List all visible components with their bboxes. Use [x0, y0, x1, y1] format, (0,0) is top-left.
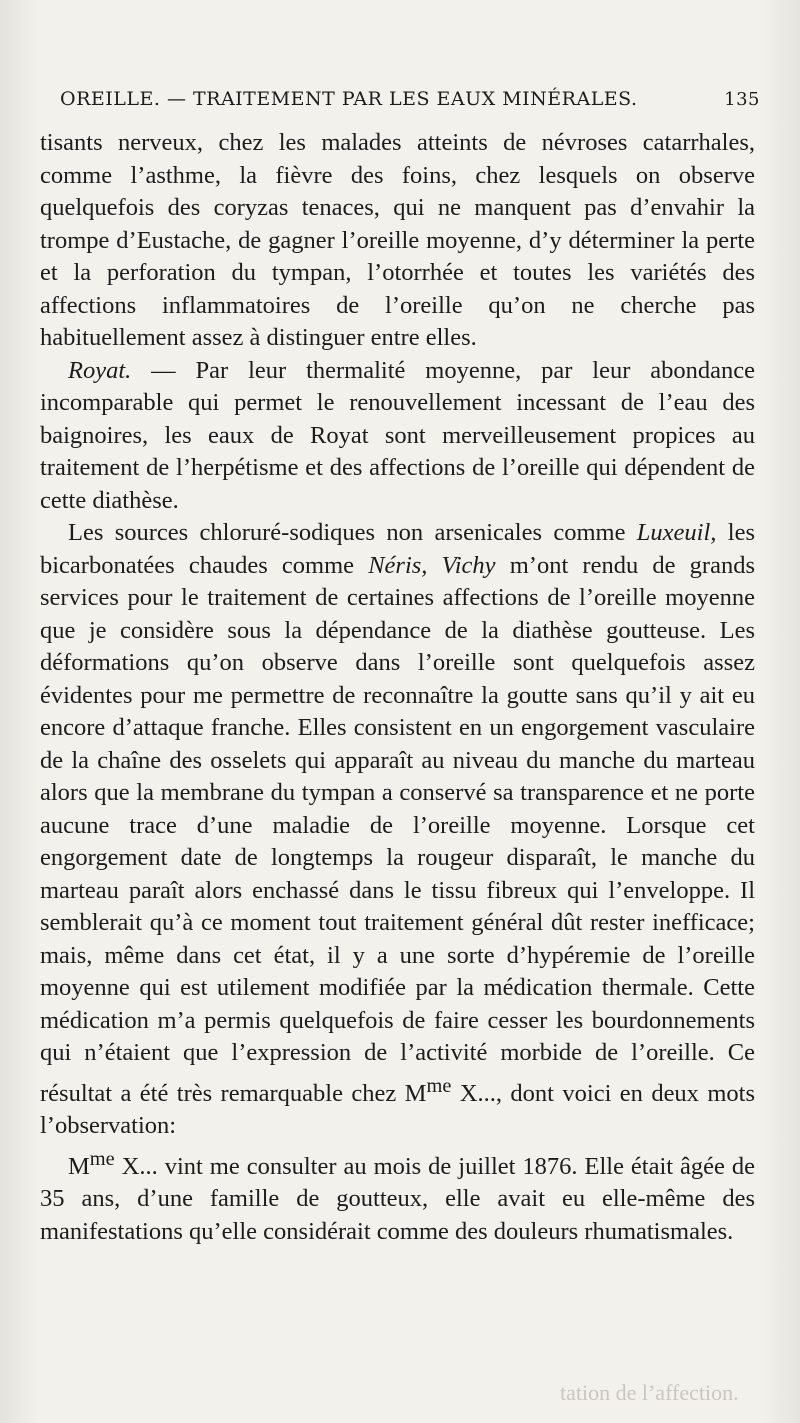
paragraph-sources-text-a: Les sources chloruré-sodiques non arsenicales comme — [68, 519, 637, 546]
paragraph-observation — [40, 1143, 755, 1249]
paragraph-1-text: tisants nerveux, chez les malades atteints de névroses catarrhales, comme l’asthme, la fièvre des foins, chez lesquels on observe quelquefois des coryzas tenaces, qui ne manquent pas d’envahir la trompe d’Eustache, de gagner l’oreille moyenne, d’y déterminer la perte et la perforation du tympan, l’otorrhée et toutes les variétés des affections inflammatoires de l’oreille qu’on ne cherche pas habituellement assez à distinguer entre elles. — [40, 129, 755, 351]
royat-heading: Royat. — [68, 356, 132, 384]
paragraph-sources-text-c: m’ont rendu de grands services pour le traitement de certaines affections de l’oreille moyenne que je considère sous la dépendance de la diathèse goutteuse. Les déformations qu’on observe dans l’oreille sont quelquefois assez évidentes pour me permettre de reconnaître la goutte sans qu’il y ait eu encore d’attaque franche. Elles consistent en un engorgement vasculaire de la chaîne des osselets qui apparaît au niveau du manche du marteau alors que la membrane du tympan a conservé sa transparence et ne porte aucune trace d’une maladie de l’oreille moyenne. Lorsque cet engorgement date de longtemps la rougeur disparaît, le manche du marteau paraît alors enchassé dans le tissu fibreux qui l’enveloppe. Il semblerait qu’à ce moment tout traitement général dût rester inefficace; mais, même dans cet état, il y a une sorte d’hypéremie de l’oreille moyenne qui est utilement modifiée par la médication thermale. Cette médication m’a permis quelquefois de faire cesser les bourdonnements qui n’étaient que l’expression de l’activité morbide de l’oreille. Ce résultat a été très remarquable chez M — [40, 551, 755, 1107]
running-title: OREILLE. — TRAITEMENT PAR LES EAUX MINÉRALES. — [60, 88, 638, 110]
neris-vichy-names: Néris, Vichy — [368, 551, 496, 579]
observation-madame-superscript: me — [89, 1147, 115, 1170]
paragraph-sources — [40, 517, 755, 1143]
observation-text: X... vint me consulter au mois de juillet 1876. Elle était âgée de 35 ans, d’une famille de goutteux, elle avait eu elle-même des manifestations qu’elle considérait comme des douleurs rhumatismales. — [40, 1152, 755, 1245]
observation-m: M — [68, 1152, 90, 1180]
page-number: 135 — [724, 89, 760, 110]
bleed-through-text: tation de l’affection. — [560, 1380, 739, 1405]
paragraph-royat-text: — Par leur thermalité moyenne, par leur abondance incomparable qui permet le renouvellement incessant de l’eau des baignoires, les eaux de Royat sont merveilleusement propices au traitement de l’herpétisme et des affections de l’oreille qui dépendent de cette diathèse. — [40, 356, 755, 514]
body-text — [40, 127, 755, 1248]
running-header — [60, 88, 760, 110]
madame-superscript: me — [426, 1074, 452, 1097]
paragraph-1 — [40, 127, 755, 355]
paragraph-royat — [40, 355, 755, 518]
luxeuil-name: Luxeuil, — [636, 519, 717, 546]
paragraph-sources-text-b: les bicarbonatées chaudes comme — [40, 519, 755, 579]
paragraph-sources-text-d: X..., dont voici en deux mots l’observation: — [40, 1079, 755, 1140]
